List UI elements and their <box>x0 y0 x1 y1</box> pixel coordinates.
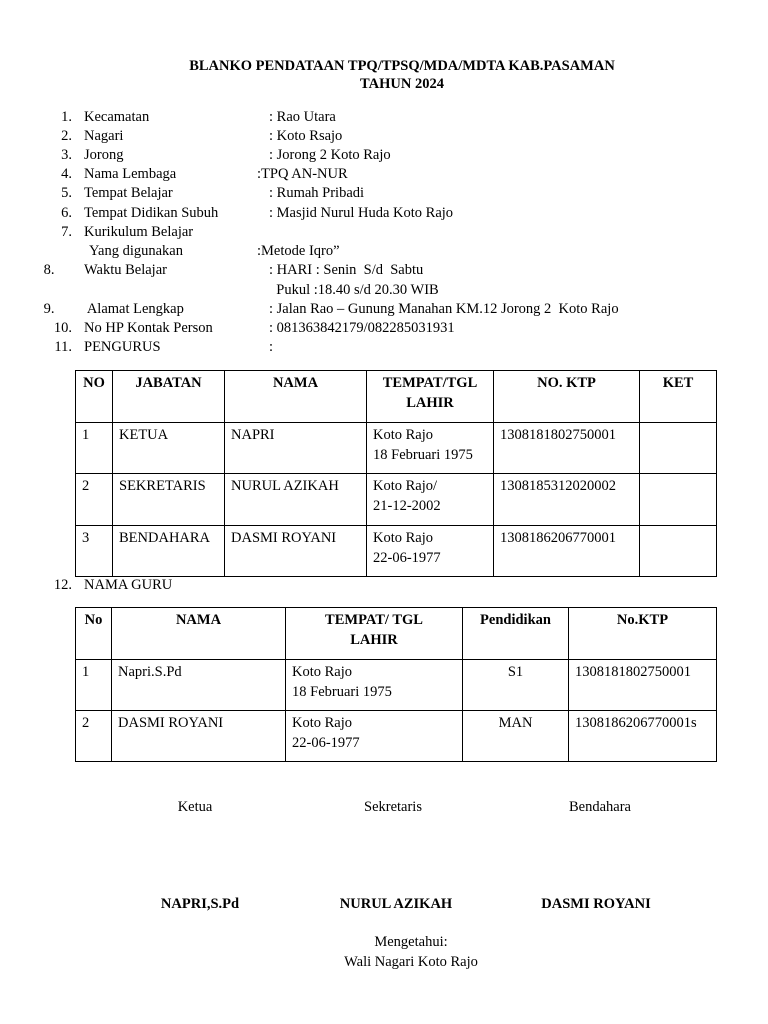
field-row-waktu-cont <box>0 281 768 300</box>
field-value: : Rao Utara <box>269 109 336 125</box>
field-label: PENGURUS <box>84 339 161 355</box>
table-row <box>76 711 717 762</box>
field-label: Yang digunakan <box>89 243 183 259</box>
cell-tempat: Koto Rajo <box>373 427 434 443</box>
cell-no: 3 <box>76 526 113 577</box>
cell-tgl: 22-06-1977 <box>373 550 441 566</box>
header-ket: KET <box>640 371 717 423</box>
signature-role-bendahara: Bendahara <box>569 799 631 815</box>
cell-tgl: 18 Februari 1975 <box>373 447 473 463</box>
cell-ktp: 1308181802750001 <box>494 423 640 474</box>
cell-ttl <box>367 526 494 577</box>
field-number: 7. <box>61 224 72 240</box>
header-jabatan: JABATAN <box>113 371 225 423</box>
header-no: NO <box>76 371 113 423</box>
cell-ktp: 1308185312020002 <box>494 474 640 526</box>
table-row <box>76 526 717 577</box>
cell-ktp: 1308186206770001s <box>569 711 717 762</box>
cell-tempat: Koto Rajo/ <box>373 478 438 494</box>
field-number: 3. <box>61 147 72 163</box>
document-title: BLANKO PENDATAAN TPQ/TPSQ/MDA/MDTA KAB.PASAMAN <box>189 58 615 74</box>
field-row-jorong <box>0 146 768 165</box>
pengurus-table <box>75 370 717 577</box>
cell-no: 2 <box>76 474 113 526</box>
field-label: Alamat Lengkap <box>84 301 184 317</box>
cell-ket <box>640 474 717 526</box>
field-label: Kecamatan <box>84 109 150 125</box>
field-label: Tempat Belajar <box>84 185 173 201</box>
cell-tempat: Koto Rajo <box>292 664 353 680</box>
field-number: 12. <box>53 577 72 593</box>
signature-name-sekretaris: NURUL AZIKAH <box>339 896 453 912</box>
cell-nama: DASMI ROYANI <box>225 526 367 577</box>
field-row-alamat <box>0 300 768 319</box>
header-no-ktp: No.KTP <box>569 608 717 660</box>
table-row <box>76 474 717 526</box>
field-row-tempat-belajar <box>0 184 768 203</box>
cell-ktp: 1308181802750001 <box>569 660 717 711</box>
table-row <box>76 423 717 474</box>
field-row-nama-lembaga <box>0 165 768 184</box>
field-row-kecamatan <box>0 108 768 127</box>
field-row-nagari <box>0 127 768 146</box>
field-label: Jorong <box>84 147 124 163</box>
signature-name-bendahara: DASMI ROYANI <box>541 896 651 912</box>
cell-ttl <box>367 423 494 474</box>
field-label: NAMA GURU <box>84 577 173 593</box>
field-value: : HARI : Senin S/d Sabtu <box>269 262 424 278</box>
guru-table <box>75 607 717 762</box>
cell-pendidikan: MAN <box>463 711 569 762</box>
cell-ttl <box>367 474 494 526</box>
field-number: 2. <box>61 128 72 144</box>
acknowledger-name: Wali Nagari Koto Rajo <box>344 954 478 970</box>
header-pendidikan: Pendidikan <box>463 608 569 660</box>
field-label: Waktu Belajar <box>84 262 167 278</box>
header-tempat-tgl-lahir: TEMPAT/ TGL LAHIR <box>286 608 463 660</box>
cell-ket <box>640 526 717 577</box>
field-label: Tempat Didikan Subuh <box>84 205 219 221</box>
field-number: 4. <box>61 166 72 182</box>
cell-tempat: Koto Rajo <box>292 715 353 731</box>
header-no-ktp: NO. KTP <box>494 371 640 423</box>
field-label: No HP Kontak Person <box>84 320 213 336</box>
field-number: 1. <box>61 109 72 125</box>
field-value: : Rumah Pribadi <box>269 185 365 201</box>
cell-no: 1 <box>76 423 113 474</box>
cell-tgl: 21-12-2002 <box>373 498 441 514</box>
section-nama-guru <box>0 576 768 595</box>
cell-jabatan: KETUA <box>113 423 225 474</box>
signature-role-ketua: Ketua <box>177 799 213 815</box>
field-value: : <box>269 339 274 355</box>
cell-ttl <box>286 711 463 762</box>
field-label: Kurikulum Belajar <box>84 224 194 240</box>
table-row <box>76 660 717 711</box>
field-number: 9. <box>43 301 55 317</box>
field-row-no-hp <box>0 319 768 338</box>
field-row-tempat-didikan-subuh <box>0 204 768 223</box>
table-header-row <box>76 608 717 660</box>
field-value: : Jorong 2 Koto Rajo <box>269 147 391 163</box>
cell-jabatan: SEKRETARIS <box>113 474 225 526</box>
document-year: TAHUN 2024 <box>360 76 444 92</box>
field-number: 8. <box>43 262 55 278</box>
field-row-waktu-belajar <box>0 261 768 280</box>
cell-jabatan: BENDAHARA <box>113 526 225 577</box>
cell-ket <box>640 423 717 474</box>
cell-nama: DASMI ROYANI <box>112 711 286 762</box>
cell-nama: NURUL AZIKAH <box>225 474 367 526</box>
field-value: : Jalan Rao – Gunung Manahan KM.12 Jorong 2 Koto Rajo <box>269 301 619 317</box>
field-value: Pukul :18.40 s/d 20.30 WIB <box>269 282 439 298</box>
header-tempat-tgl-lahir: TEMPAT/TGL LAHIR <box>367 371 494 423</box>
cell-tgl: 22-06-1977 <box>292 735 360 751</box>
cell-tgl: 18 Februari 1975 <box>292 684 392 700</box>
acknowledged-label: Mengetahui: <box>374 934 448 950</box>
header-no: No <box>76 608 112 660</box>
header-nama: NAMA <box>112 608 286 660</box>
cell-nama: NAPRI <box>225 423 367 474</box>
field-number: 11. <box>54 339 72 355</box>
field-number: 6. <box>61 205 72 221</box>
cell-pendidikan: S1 <box>463 660 569 711</box>
field-value: :Metode Iqro” <box>257 243 340 259</box>
cell-tempat: Koto Rajo <box>373 530 434 546</box>
field-row-pengurus <box>0 338 768 357</box>
cell-ktp: 1308186206770001 <box>494 526 640 577</box>
signature-role-sekretaris: Sekretaris <box>364 799 422 815</box>
cell-nama: Napri.S.Pd <box>112 660 286 711</box>
field-label: Nama Lembaga <box>84 166 177 182</box>
cell-no: 1 <box>76 660 112 711</box>
field-value: :TPQ AN-NUR <box>257 166 348 182</box>
field-value: : Masjid Nurul Huda Koto Rajo <box>269 205 454 221</box>
field-value: : Koto Rsajo <box>269 128 343 144</box>
field-number: 5. <box>61 185 72 201</box>
signature-name-ketua: NAPRI,S.Pd <box>160 896 240 912</box>
field-row-kurikulum <box>0 223 768 242</box>
cell-ttl <box>286 660 463 711</box>
table-header-row <box>76 371 717 423</box>
field-number: 10. <box>53 320 72 336</box>
field-row-kurikulum-cont <box>0 242 768 261</box>
header-nama: NAMA <box>225 371 367 423</box>
field-label: Nagari <box>84 128 124 144</box>
cell-no: 2 <box>76 711 112 762</box>
field-value: : 081363842179/082285031931 <box>269 320 455 336</box>
